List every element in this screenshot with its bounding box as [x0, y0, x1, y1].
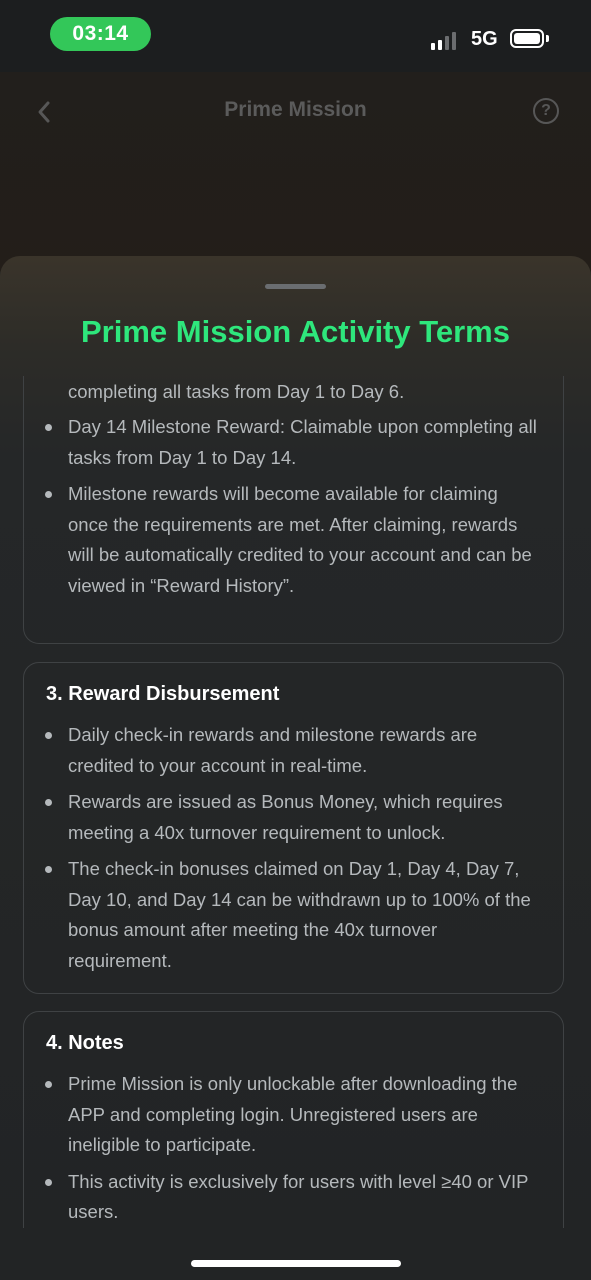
sheet-grabber[interactable]	[265, 284, 326, 289]
bullet-dot	[45, 424, 52, 431]
terms-sheet	[0, 256, 591, 1280]
list-item: This activity is exclusively for users with level ≥40 or VIP users.	[24, 1167, 565, 1228]
bullet-dot	[45, 1081, 52, 1088]
battery-tip	[546, 35, 549, 42]
section-heading: 4. Notes	[46, 1032, 124, 1054]
page-header	[0, 72, 591, 272]
bullet-dot	[45, 732, 52, 739]
bullet-dot	[45, 1179, 52, 1186]
notes-bullets	[24, 1069, 565, 1228]
network-type: 5G	[471, 28, 498, 50]
cellular-signal-icon	[431, 30, 456, 50]
list-item: Prime Mission is only unlockable after downloading the APP and completing login. Unregistered users are ineligible to participate.	[24, 1069, 565, 1161]
list-item: Daily check-in rewards and milestone rewards are credited to your account in real-time.	[24, 720, 565, 781]
home-indicator[interactable]	[191, 1260, 401, 1267]
bullet-dot	[45, 799, 52, 806]
terms-card-disbursement	[23, 662, 564, 994]
sheet-title: Prime Mission Activity Terms	[81, 314, 510, 349]
battery-icon	[510, 29, 544, 48]
continued-text: completing all tasks from Day 1 to Day 6.	[68, 381, 405, 402]
list-item: Milestone rewards will become available for claiming once the requirements are met. After claiming, rewards will be automatically credited to your account and can be viewed in “Reward History”.	[24, 479, 565, 601]
status-time: 03:14	[50, 17, 151, 51]
terms-scroll-area[interactable]	[0, 376, 591, 1228]
terms-card-notes	[23, 1011, 564, 1228]
section-heading: 3. Reward Disbursement	[46, 683, 280, 705]
bullet-dot	[45, 491, 52, 498]
list-item: Day 14 Milestone Reward: Claimable upon completing all tasks from Day 1 to Day 14.	[24, 412, 565, 473]
list-item: Rewards are issued as Bonus Money, which requires meeting a 40x turnover requirement to unlock.	[24, 787, 565, 848]
page-title: Prime Mission	[224, 98, 367, 121]
milestone-bullets	[24, 412, 565, 607]
list-item: The check-in bonuses claimed on Day 1, Day 4, Day 7, Day 10, and Day 14 can be withdrawn up to 100% of the bonus amount after meeting the 40x turnover requirement.	[24, 854, 565, 976]
help-icon[interactable]: ?	[533, 98, 559, 124]
terms-card-milestone	[23, 376, 564, 644]
status-bar	[0, 0, 591, 72]
disbursement-bullets	[24, 720, 565, 982]
bullet-dot	[45, 866, 52, 873]
